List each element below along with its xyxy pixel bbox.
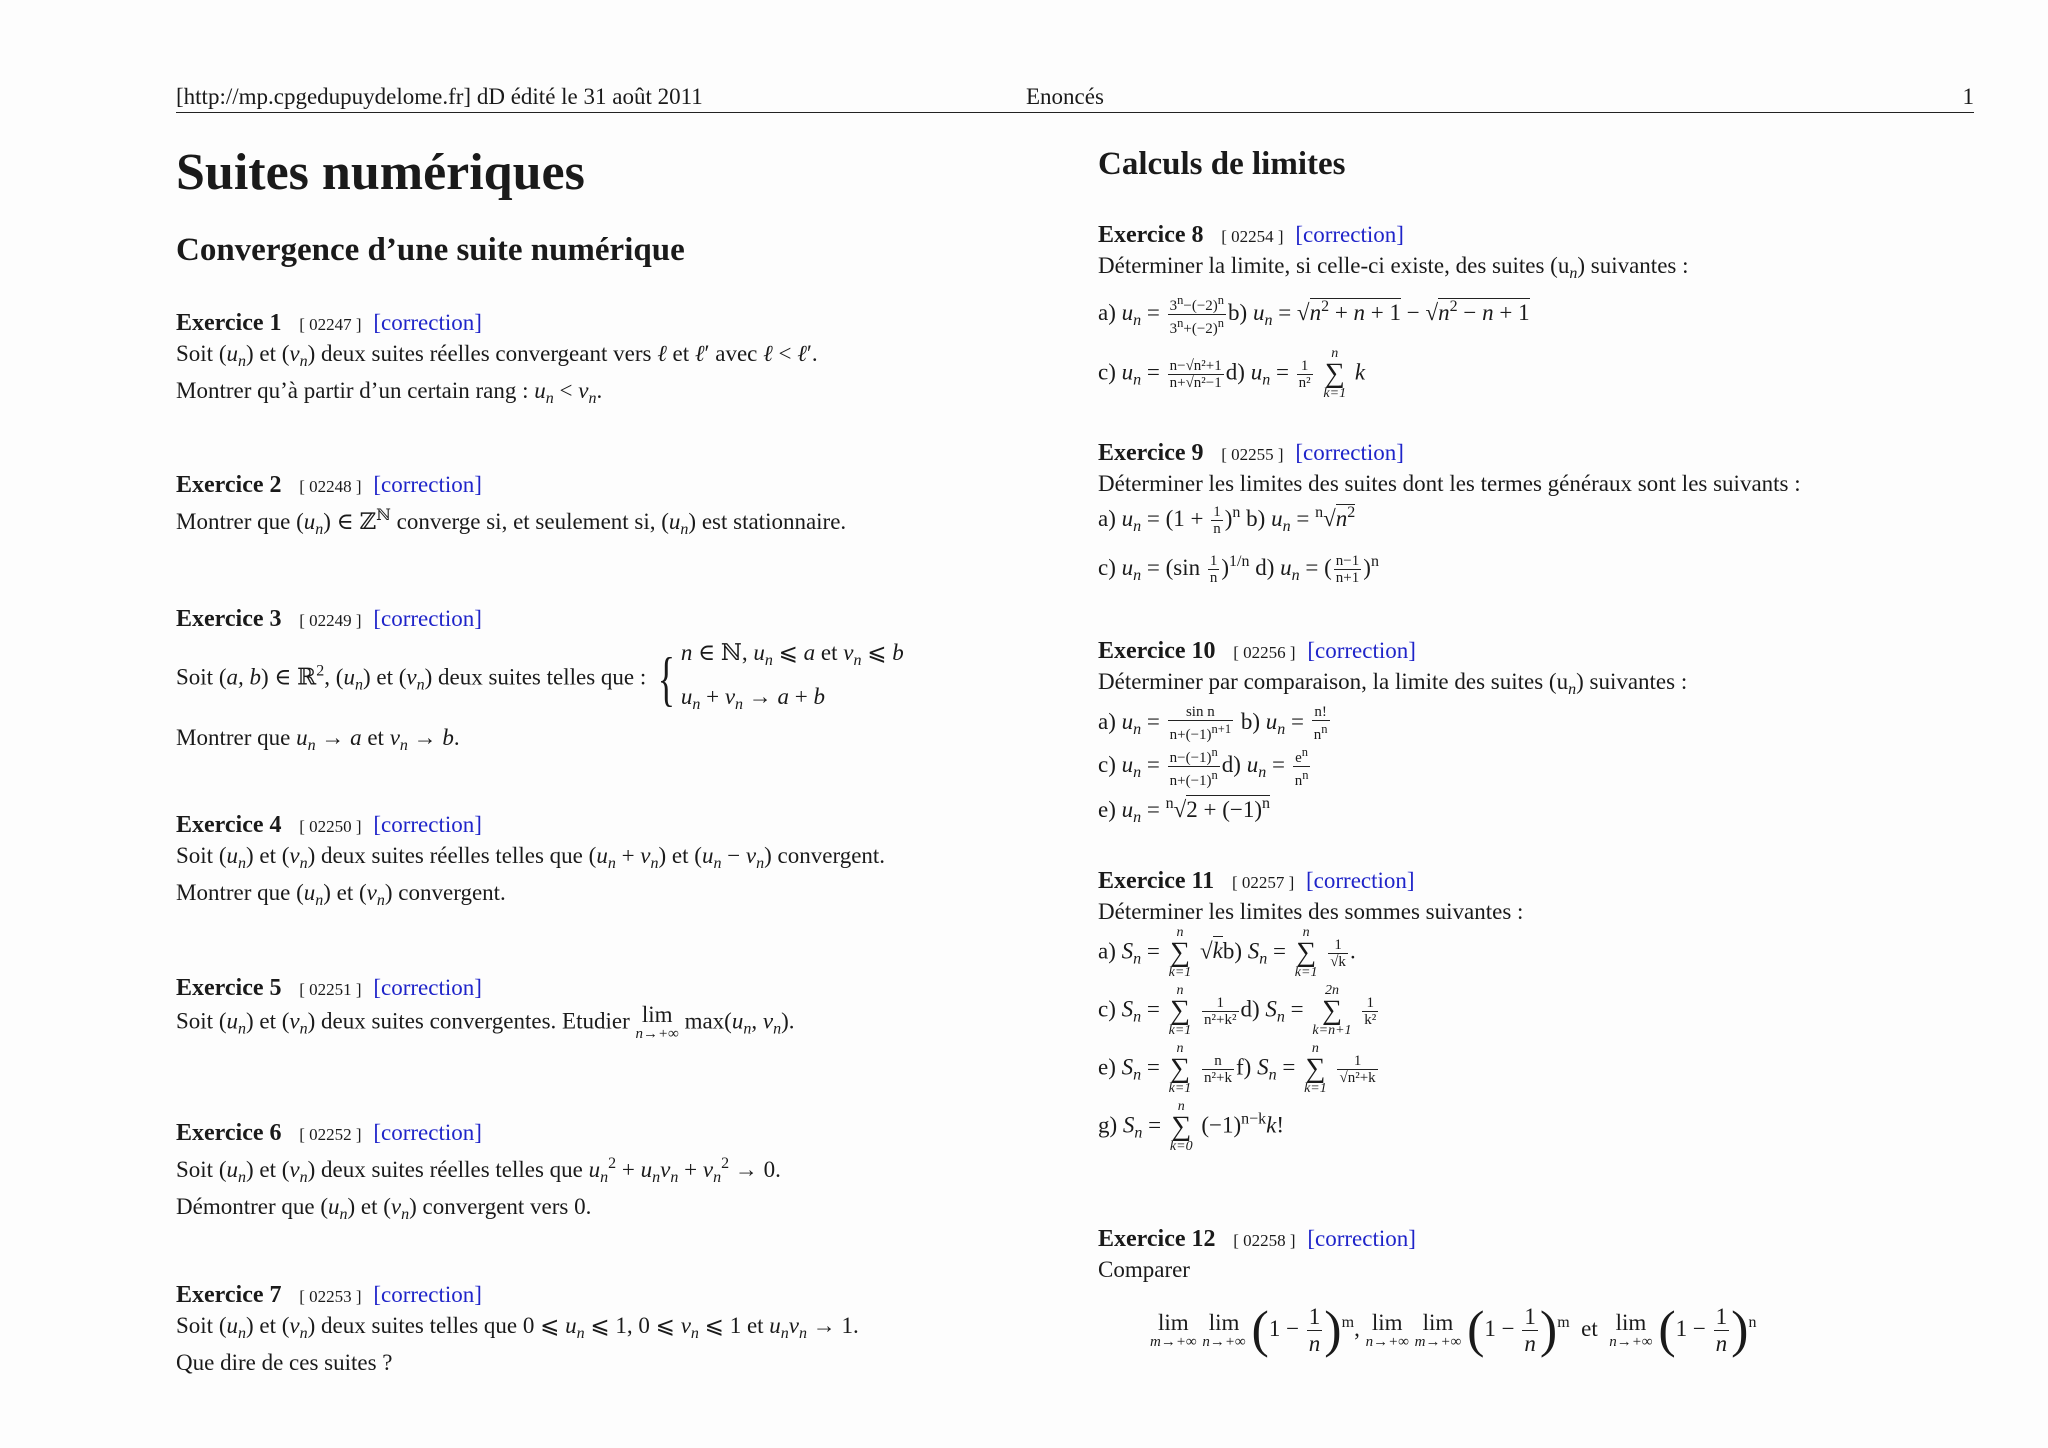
page-number: 1 xyxy=(1962,84,1974,109)
exercise-id: [ 02253 ] xyxy=(299,1287,362,1306)
exercise-id: [ 02256 ] xyxy=(1233,643,1296,662)
exercise-id: [ 02251 ] xyxy=(299,980,362,999)
exercise-title: Exercice 2 xyxy=(176,472,282,498)
exercise-item: a) $u_n$ = $\frac{3^n-(-2)^n}{3^n+(-2)^n}$ b) $u_n = √n^2 + n + 1 - √n^2 - n + 1$ xyxy=(1098,293,1530,338)
correction-link[interactable]: [correction] xyxy=(1307,638,1416,663)
exercise-id: [ 02249 ] xyxy=(299,611,362,630)
exercise-1 xyxy=(176,308,1056,413)
exercise-title: Exercice 10 xyxy=(1098,638,1216,664)
exercise-11 xyxy=(1098,866,1998,1154)
exercise-text: Comparer xyxy=(1098,1257,1190,1282)
exercise-title: Exercice 6 xyxy=(176,1120,282,1146)
exercise-item: c) $u_n$ = $\frac{n-(-1)^n}{n+(-1)^n}$ d) $u_n$ = $\frac{e^n}{n^n}$ xyxy=(1098,744,1309,789)
exercise-id: [ 02255 ] xyxy=(1221,445,1284,464)
exercise-text: Que dire de ces suites ? xyxy=(176,1350,393,1375)
exercise-8 xyxy=(1098,220,1998,401)
exercise-text: Soit $(u_n)$ et $(v_n)$ deux suites réelles convergeant vers ℓ et ℓ′ avec ℓ < ℓ′. xyxy=(176,341,818,370)
section-heading-limites: Calculs de limites xyxy=(1098,146,1346,182)
correction-link[interactable]: [correction] xyxy=(373,1120,482,1145)
exercise-text: Montrer que $(u_n)$ ∈ ℤ$^ℕ$ converge si, et seulement si, $(u_n)$ est stationnaire. xyxy=(176,507,847,538)
correction-link[interactable]: [correction] xyxy=(1307,1226,1416,1251)
exercise-title: Exercice 12 xyxy=(1098,1226,1216,1252)
document-title: Suites numériques xyxy=(176,144,585,201)
exercise-text: Soit $(u_n)$ et $(v_n)$ deux suites telles que 0 ⩽ $u_n$ ⩽ 1, 0 ⩽ $v_n$ ⩽ 1 et $u_nv_n \to 1$. xyxy=(176,1313,859,1342)
exercise-text: Démontrer que $(u_n)$ et $(v_n)$ convergent vers 0. xyxy=(176,1194,592,1223)
exercise-id: [ 02254 ] xyxy=(1221,227,1284,246)
exercise-text: Déterminer les limites des suites dont les termes généraux sont les suivants : xyxy=(1098,471,1801,496)
exercise-item: g) $S_n$ = n ∑ k=0 $(-1)^{n-k}k$! xyxy=(1098,1099,1285,1154)
exercise-item: a) $u_n = (1$ + $\frac{1}{n}$ )$^n$ b) $u_n = ^n√n^2$ xyxy=(1098,504,1356,538)
exercise-id: [ 02247 ] xyxy=(299,315,362,334)
exercise-text: Soit $(u_n)$ et $(v_n)$ deux suites convergentes. Etudier lim n→+∞ $\max(u_n$, $v_n$). xyxy=(176,1002,795,1042)
exercise-id: [ 02258 ] xyxy=(1233,1231,1296,1250)
header-section: Enoncés xyxy=(1026,84,1104,109)
exercise-text: Déterminer par comparaison, la limite des suites $(u_n)$ suivantes : xyxy=(1098,669,1688,698)
exercise-title: Exercice 7 xyxy=(176,1282,282,1308)
exercise-12 xyxy=(1098,1224,1998,1357)
exercise-5 xyxy=(176,973,1056,1043)
exercise-text: Soit $(u_n)$ et $(v_n)$ deux suites réelles telles que $(u_n + v_n)$ et $(u_n - v_n)$ convergent. xyxy=(176,843,886,872)
exercise-id: [ 02257 ] xyxy=(1231,873,1295,892)
exercise-id: [ 02248 ] xyxy=(299,477,362,496)
section-heading-convergence: Convergence d’une suite numérique xyxy=(176,232,685,268)
exercise-title: Exercice 11 xyxy=(1098,868,1215,894)
correction-link[interactable]: [correction] xyxy=(1295,222,1404,247)
exercise-9 xyxy=(1098,438,1998,590)
exercise-7 xyxy=(176,1280,1056,1377)
exercise-title: Exercice 3 xyxy=(176,606,282,632)
page-header xyxy=(176,82,1974,113)
correction-link[interactable]: [correction] xyxy=(373,1282,482,1307)
correction-link[interactable]: [correction] xyxy=(373,975,482,1000)
exercise-title: Exercice 8 xyxy=(1098,222,1204,248)
exercise-4 xyxy=(176,810,1056,915)
header-source: [http://mp.cpgedupuydelome.fr] dD édité le 31 août 2011 xyxy=(176,84,703,109)
exercise-text: Soit $(u_n)$ et $(v_n)$ deux suites réelles telles que $u_n^2 + u_nv_n + v_n^2 \to 0$. xyxy=(176,1155,781,1186)
exercise-text: Montrer qu’à partir d’un certain rang : $u_n < v_n$. xyxy=(176,378,603,407)
exercise-item: e) $S_n$ = n ∑ k=1 $\frac{n}{\text{n²+k}}$ f) $S_n$ = n ∑ k=1 $\frac{1}{\text{√n²+k}}$ xyxy=(1098,1041,1376,1096)
correction-link[interactable]: [correction] xyxy=(1306,868,1415,893)
exercise-item: e) $u_n = ^n√2 + (-1)^n$ xyxy=(1098,794,1270,826)
correction-link[interactable]: [correction] xyxy=(373,606,482,631)
correction-link[interactable]: [correction] xyxy=(373,472,482,497)
exercise-item: a) $S_n$ = n ∑ k=1 √kb) $S_n$ = n ∑ k=1 $\frac{1}{√k}$ . xyxy=(1098,925,1356,980)
exercise-text: Montrer que $(u_n)$ et $(v_n)$ convergent. xyxy=(176,880,506,909)
exercise-title: Exercice 1 xyxy=(176,310,282,336)
exercise-title: Exercice 4 xyxy=(176,812,282,838)
exercise-title: Exercice 5 xyxy=(176,975,282,1001)
exercise-text: Déterminer les limites des sommes suivantes : xyxy=(1098,899,1524,924)
exercise-text: Montrer que $u_n \to a$ et $v_n \to b$. xyxy=(176,725,460,754)
exercise-item: c) $u_n$ = $\frac{\text{n−√n²+1}}{\text{n+√n²−1}}$ d) $u_n$ = $\frac{1}{\text{n²}}$ n ∑ k=1 k xyxy=(1098,346,1366,402)
exercise-item: a) $u_n$ = $\frac{\text{sin n}}{n+(-1)^{n+1}}$ b) $u_n$ = $\frac{n!}{n^n}$ xyxy=(1098,704,1328,743)
exercise-title: Exercice 9 xyxy=(1098,440,1204,466)
exercise-id: [ 02252 ] xyxy=(299,1125,362,1144)
exercise-2 xyxy=(176,470,1056,544)
exercise-item: c) $S_n$ = n ∑ k=1 $\frac{1}{\text{n²+k²}}$ d) $S_n$ = 2n ∑ k=n+1 $\frac{1}{\text{k²}}$ xyxy=(1098,983,1377,1038)
correction-link[interactable]: [correction] xyxy=(1295,440,1404,465)
correction-link[interactable]: [correction] xyxy=(373,812,482,837)
exercise-formula: lim m→+∞ lim n→+∞ (1 − $\frac{1}{n}$ )$^m$, lim n→+∞ lim m→+∞ (1 − $\frac{1}{n}$ )$^m$ et lim n→+∞ (1 − $\frac{1}{n}$ )$^n$ xyxy=(1150,1301,1757,1359)
correction-link[interactable]: [correction] xyxy=(373,310,482,335)
exercise-10 xyxy=(1098,636,1998,832)
exercise-text: Déterminer la limite, si celle-ci existe, des suites $(u_n)$ suivantes : xyxy=(1098,253,1689,282)
exercise-6 xyxy=(176,1118,1056,1229)
exercise-id: [ 02250 ] xyxy=(299,817,362,836)
exercise-3 xyxy=(176,604,1056,760)
exercise-text: Soit (a, b) ∈ ℝ$^2$, $(u_n)$ et $(v_n)$ deux suites telles que : { n ∈ ℕ, $u_n$ ⩽ a et $v_n$ ⩽ b $u_n + v_n \to a + b$ xyxy=(176,640,904,713)
exercise-item: c) $u_n = (\sin$ $\frac{1}{n}$ )$^{1/n}$ d) $u_n$ = ( $\frac{n-1}{n+1}$ )$^n$ xyxy=(1098,553,1379,587)
